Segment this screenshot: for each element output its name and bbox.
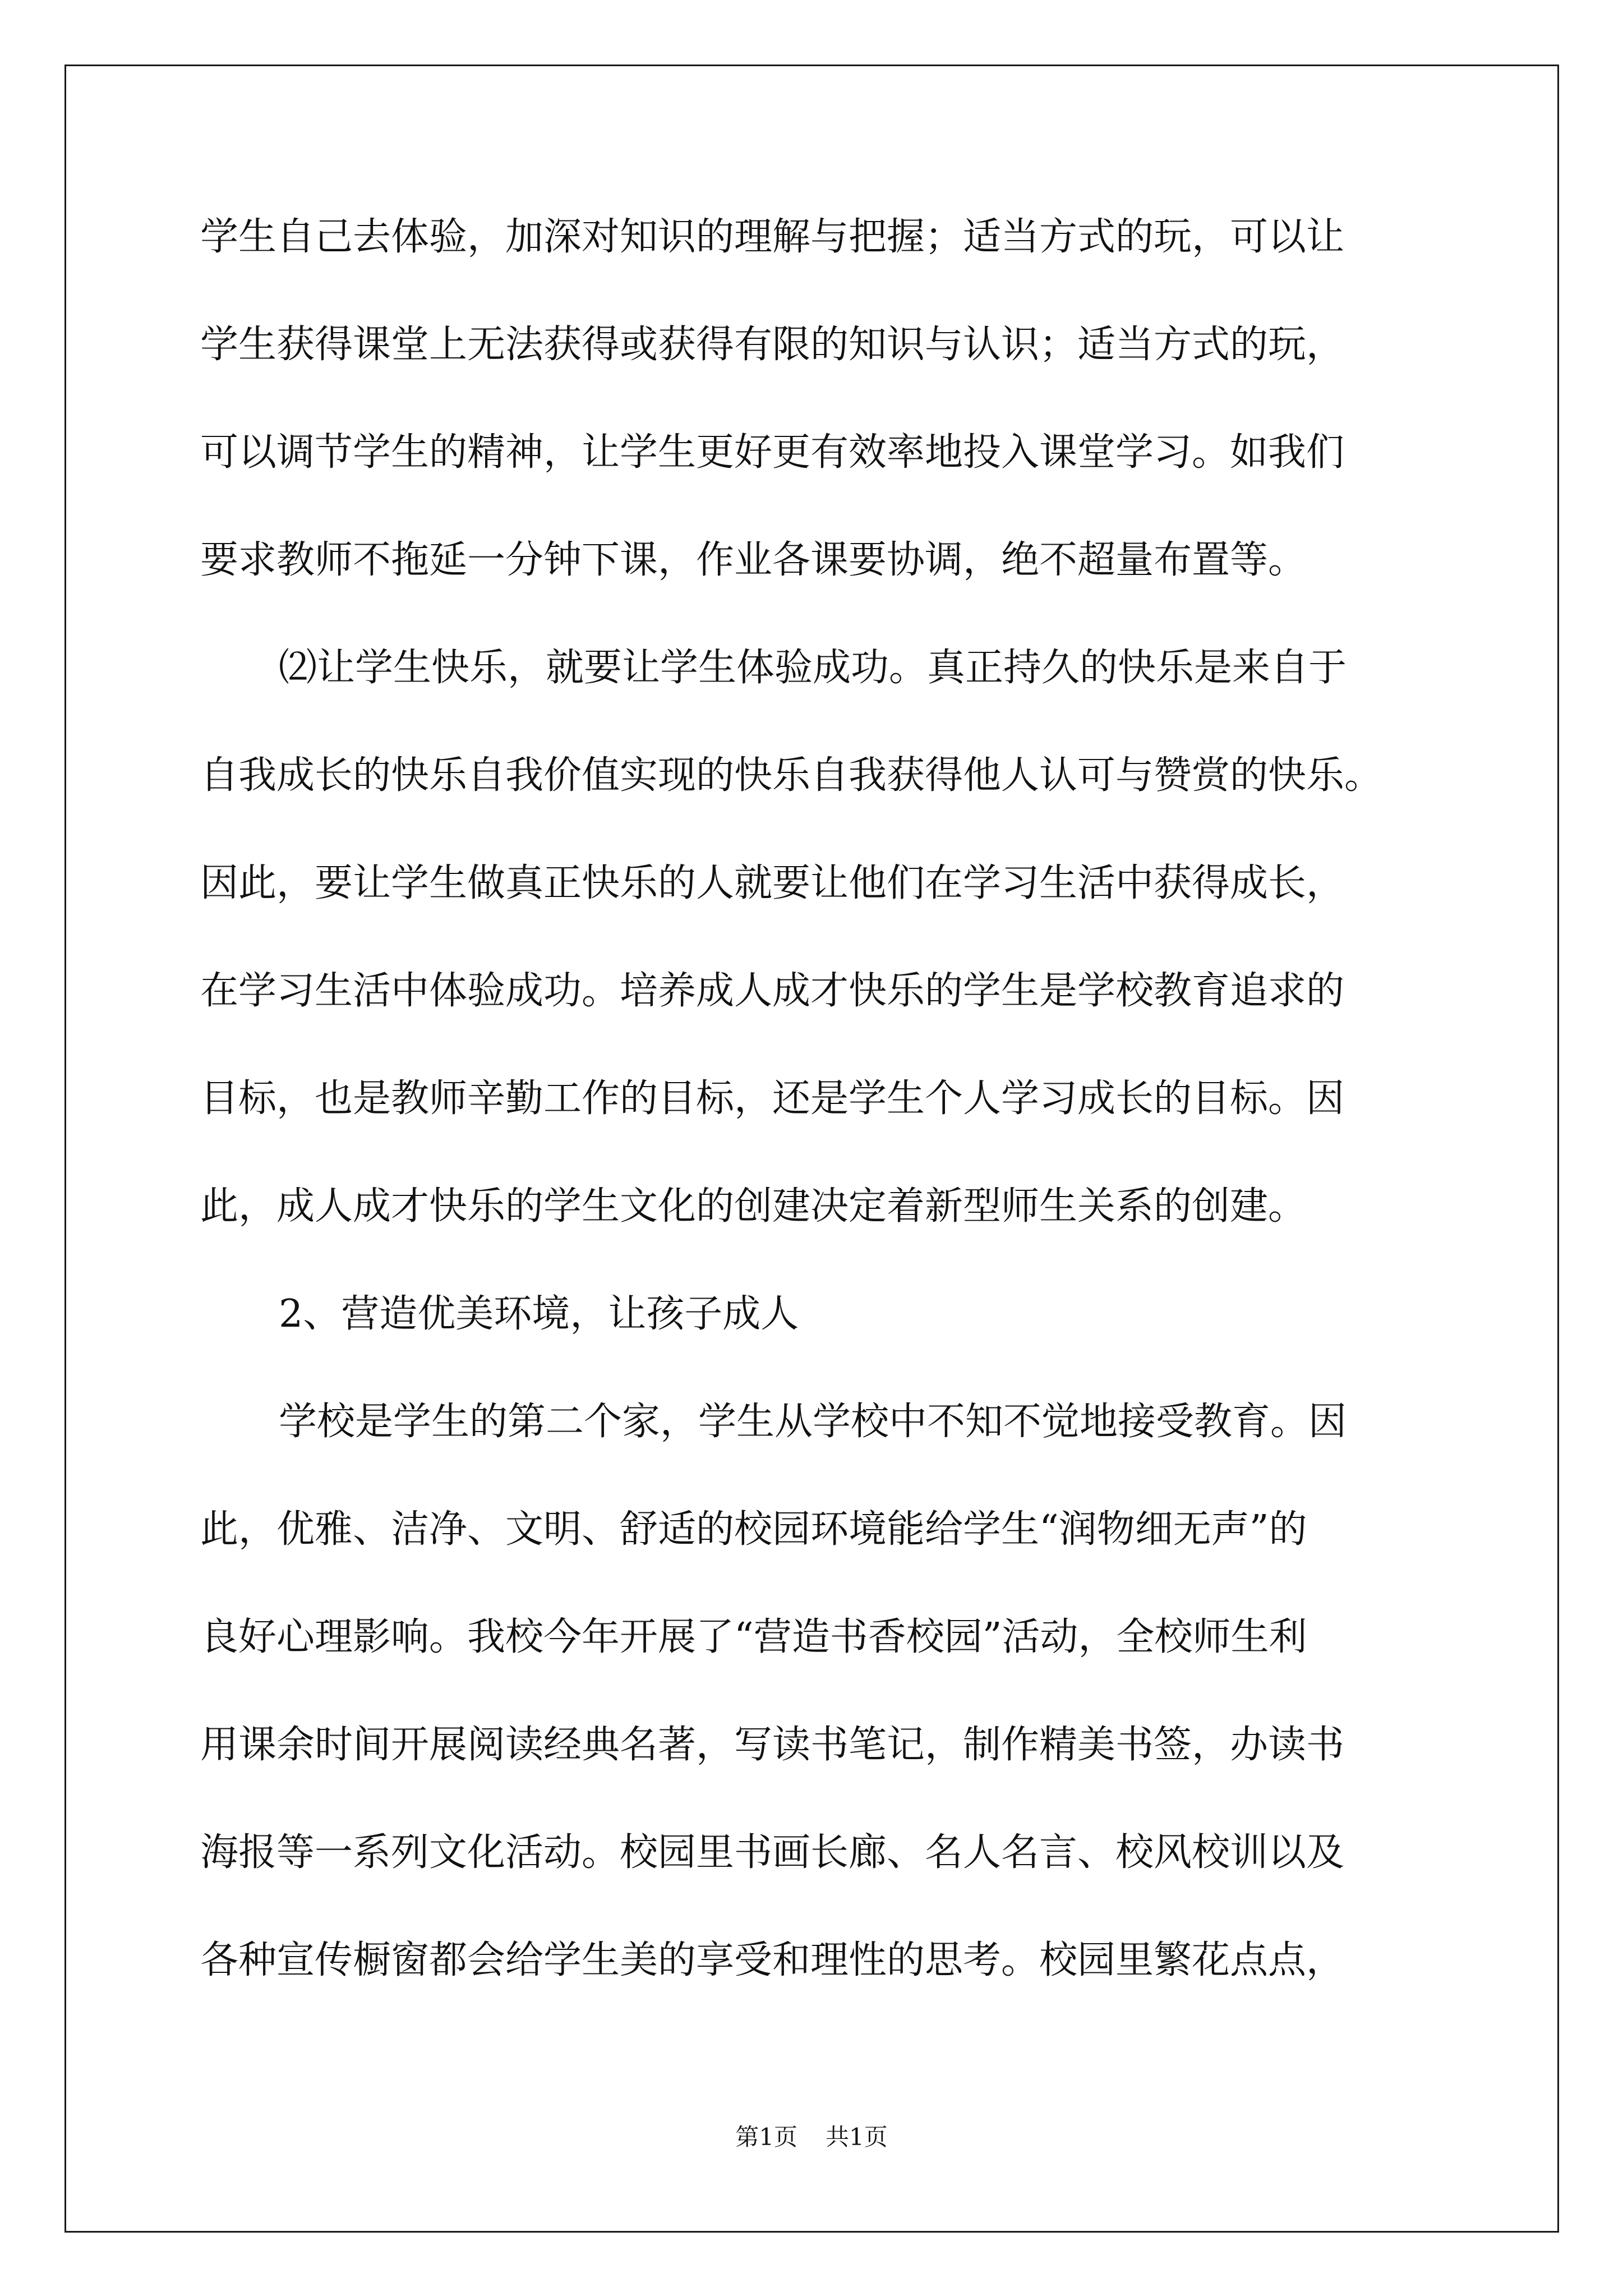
page-total: 共1页 [826, 2123, 888, 2151]
text-line: 在学习生活中体验成功。培养成人成才快乐的学生是学校教育追求的 [200, 969, 1345, 1013]
text-line: 2、营造优美环境，让孩子成人 [279, 1292, 799, 1336]
text-line: ⑵让学生快乐，就要让学生体验成功。真正持久的快乐是来自于 [279, 646, 1347, 690]
text-line: 海报等一系列文化活动。校园里书画长廊、名人名言、校风校训以及 [200, 1830, 1345, 1875]
text-line: 此，优雅、洁净、文明、舒适的校园环境能给学生“润物细无声”的 [200, 1507, 1307, 1552]
text-line: 因此，要让学生做真正快乐的人就要让他们在学习生活中获得成长， [200, 861, 1345, 905]
text-line: 学生获得课堂上无法获得或获得有限的知识与认识；适当方式的玩， [200, 323, 1345, 367]
text-line: 自我成长的快乐自我价值实现的快乐自我获得他人认可与赞赏的快乐。 [200, 753, 1383, 798]
text-line: 学生自己去体验，加深对知识的理解与把握；适当方式的玩，可以让 [200, 215, 1345, 259]
text-line: 可以调节学生的精神，让学生更好更有效率地投入课堂学习。如我们 [200, 430, 1345, 475]
text-line: 要求教师不拖延一分钟下课，作业各课要协调，绝不超量布置等。 [200, 538, 1307, 582]
page-footer [0, 2123, 1623, 2151]
text-line: 良好心理影响。我校今年开展了“营造书香校园”活动，全校师生利 [200, 1615, 1307, 1659]
text-line: 学校是学生的第二个家，学生从学校中不知不觉地接受教育。因 [279, 1400, 1347, 1444]
text-line: 用课余时间开展阅读经典名著，写读书笔记，制作精美书签，办读书 [200, 1723, 1345, 1767]
document-body [200, 215, 1423, 2049]
text-line: 目标，也是教师辛勤工作的目标，还是学生个人学习成长的目标。因 [200, 1076, 1345, 1121]
text-line: 此，成人成才快乐的学生文化的创建决定着新型师生关系的创建。 [200, 1184, 1307, 1228]
page-number: 第1页 [735, 2123, 797, 2151]
text-line: 各种宣传橱窗都会给学生美的享受和理性的思考。校园里繁花点点， [200, 1938, 1345, 1982]
